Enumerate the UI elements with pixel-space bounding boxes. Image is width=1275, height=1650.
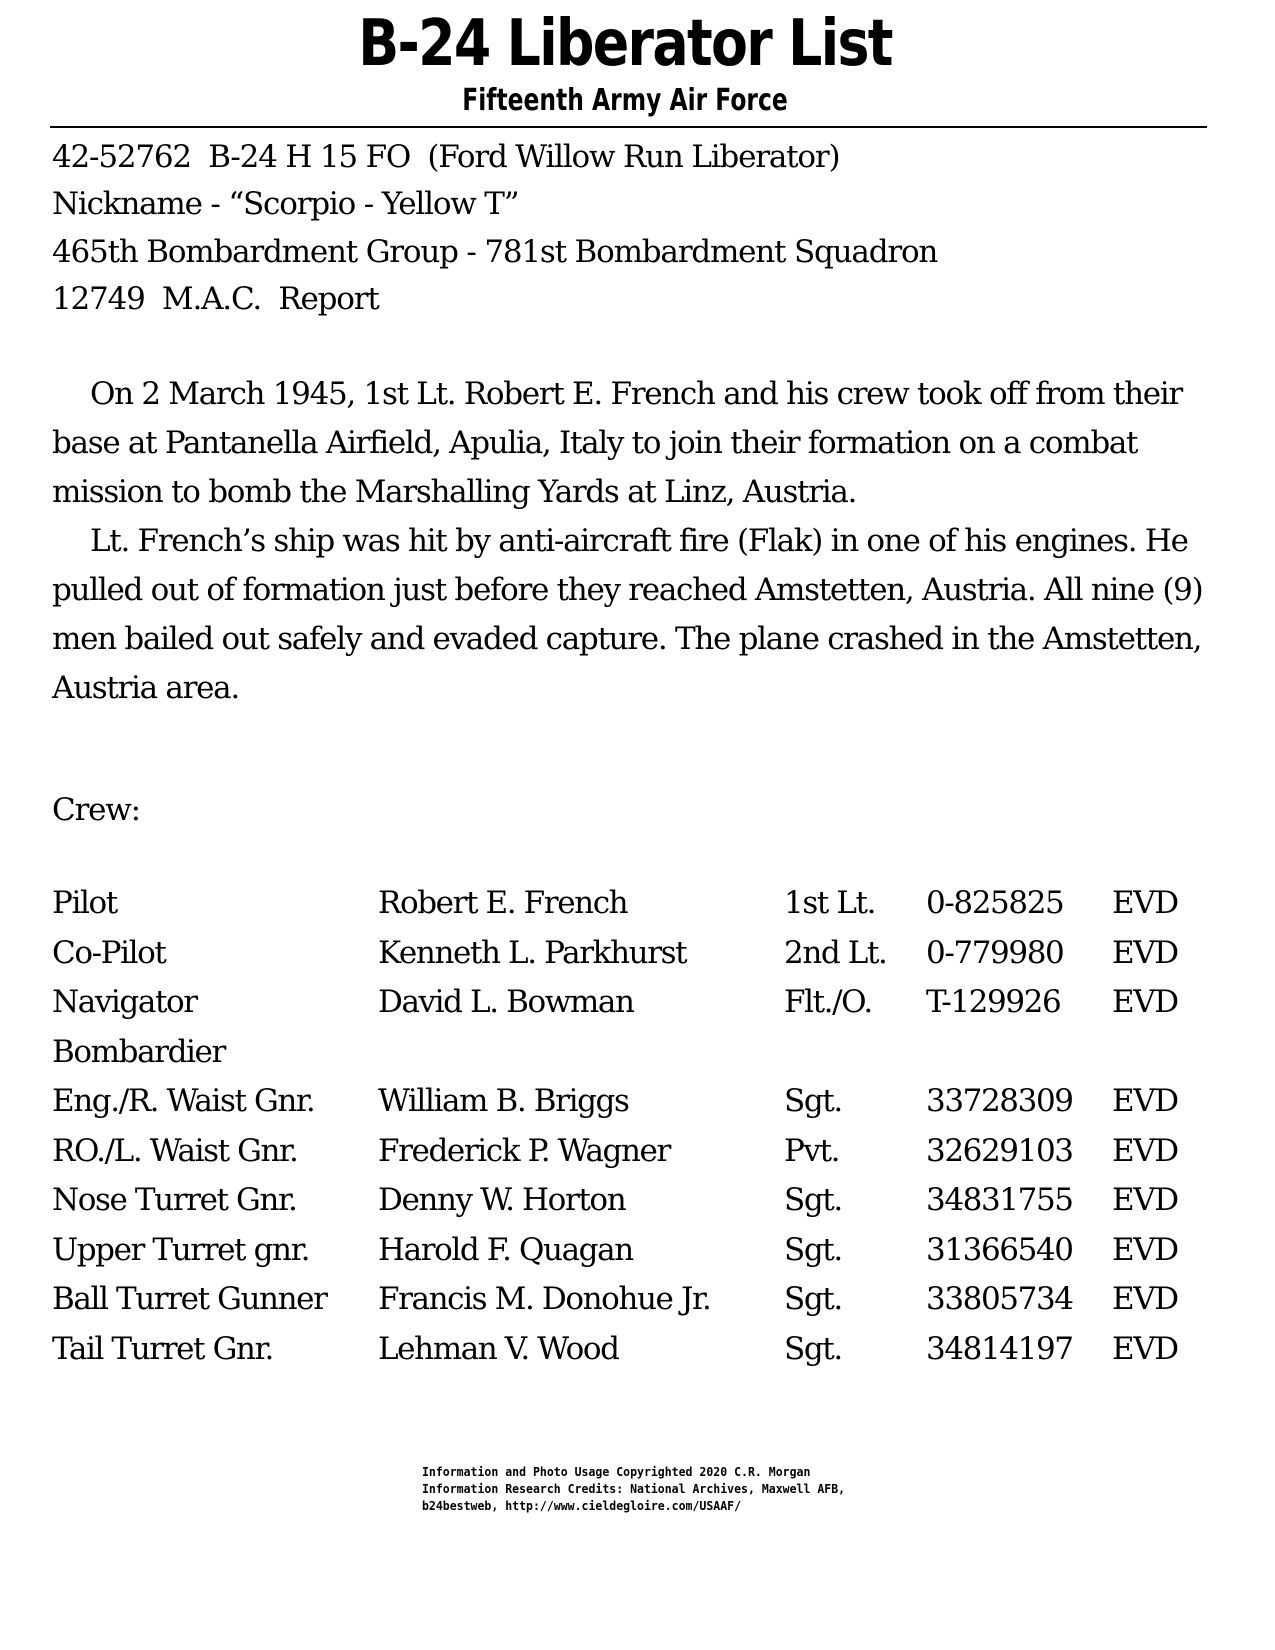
crew-status: EVD <box>1112 934 1178 971</box>
crew-name: Frederick P. Wagner <box>378 1132 670 1169</box>
crew-row <box>52 1133 1242 1183</box>
crew-name: William B. Briggs <box>378 1083 629 1119</box>
crew-rank: Pvt. <box>784 1132 840 1169</box>
crew-position: Bombardier <box>52 1033 225 1070</box>
crew-position: Co-Pilot <box>52 934 166 971</box>
crew-rank: Sgt. <box>784 1231 842 1268</box>
crew-name: Francis M. Donohue Jr. <box>378 1281 711 1317</box>
crew-position: RO./L. Waist Gnr. <box>52 1132 298 1169</box>
crew-status: EVD <box>1112 1281 1178 1317</box>
crew-serial: 33728309 <box>926 1083 1073 1119</box>
aircraft-serial-line: 42-52762 B-24 H 15 FO (Ford Willow Run Liberator) <box>52 139 840 175</box>
crew-rank: Sgt. <box>784 1083 842 1119</box>
page-title: B-24 Liberator List <box>358 7 892 81</box>
narrative-paragraph-2: Lt. French’s ship was hit by anti-aircraft fire (Flak) in one of his engines. He pulled out of formation just before they reached Amstetten, Austria. All nine (9) men bailed out safely and evaded capture. The plane crashed in the Amstetten, Austria area. <box>52 523 1203 706</box>
footer-copyright-line: Information and Photo Usage Copyrighted 2020 C.R. Morgan <box>422 1465 811 1479</box>
crew-position: Navigator <box>52 984 197 1020</box>
crew-row <box>52 1331 1242 1381</box>
crew-name: Lehman V. Wood <box>378 1330 619 1367</box>
crew-rank: Sgt. <box>784 1182 842 1218</box>
crew-serial: 31366540 <box>926 1231 1073 1268</box>
crew-serial: 0-779980 <box>926 934 1064 971</box>
crew-row <box>52 935 1242 985</box>
crew-status: EVD <box>1112 1182 1178 1218</box>
footer-sources-line: b24bestweb, http://www.cieldegloire.com/USAAF/ <box>422 1499 742 1513</box>
crew-serial: 34831755 <box>926 1182 1073 1218</box>
crew-serial: 34814197 <box>926 1330 1073 1367</box>
aircraft-report-line: 12749 M.A.C. Report <box>52 281 379 317</box>
crew-rank: Flt./O. <box>784 984 872 1020</box>
crew-row <box>52 1182 1242 1232</box>
crew-serial: 0-825825 <box>926 885 1064 921</box>
crew-status: EVD <box>1112 1132 1178 1169</box>
crew-position: Pilot <box>52 885 117 921</box>
crew-serial: 32629103 <box>926 1132 1073 1169</box>
crew-position: Tail Turret Gnr. <box>52 1330 273 1367</box>
crew-status: EVD <box>1112 1231 1178 1268</box>
crew-rank: Sgt. <box>784 1330 842 1367</box>
crew-name: Denny W. Horton <box>378 1182 626 1218</box>
copyright-footer <box>422 1464 845 1515</box>
crew-name: Kenneth L. Parkhurst <box>378 934 687 971</box>
crew-position: Ball Turret Gunner <box>52 1281 327 1317</box>
crew-serial: 33805734 <box>926 1281 1073 1317</box>
crew-position: Eng./R. Waist Gnr. <box>52 1083 315 1119</box>
crew-name: David L. Bowman <box>378 984 634 1020</box>
page-subtitle: Fifteenth Army Air Force <box>462 83 788 118</box>
crew-row <box>52 885 1242 935</box>
crew-status: EVD <box>1112 1083 1178 1119</box>
crew-position: Nose Turret Gnr. <box>52 1182 297 1218</box>
crew-row <box>52 1232 1242 1282</box>
crew-row <box>52 1083 1242 1133</box>
crew-table <box>52 885 1242 1380</box>
crew-position: Upper Turret gnr. <box>52 1231 310 1268</box>
crew-status: EVD <box>1112 1330 1178 1367</box>
crew-name: Harold F. Quagan <box>378 1231 633 1268</box>
crew-status: EVD <box>1112 984 1178 1020</box>
crew-name: Robert E. French <box>378 885 628 921</box>
narrative-paragraph-1: On 2 March 1945, 1st Lt. Robert E. French and his crew took off from their base at Pantanella Airfield, Apulia, Italy to join their formation on a combat mission to bomb the Marshalling Yards at Linz, Austria. <box>52 376 1182 510</box>
crew-serial: T-129926 <box>926 984 1061 1020</box>
crew-rank: 1st Lt. <box>784 885 876 921</box>
crew-row <box>52 1281 1242 1331</box>
crew-rank: 2nd Lt. <box>784 934 887 971</box>
footer-credits-line: Information Research Credits: National Archives, Maxwell AFB, <box>422 1482 846 1496</box>
aircraft-unit-line: 465th Bombardment Group - 781st Bombardment Squadron <box>52 234 938 270</box>
crew-row <box>52 1034 1242 1084</box>
crew-row <box>52 984 1242 1034</box>
crew-rank: Sgt. <box>784 1281 842 1317</box>
title-divider <box>50 126 1207 128</box>
aircraft-nickname-line: Nickname - “Scorpio - Yellow T” <box>52 186 519 222</box>
crew-status: EVD <box>1112 885 1178 921</box>
crew-heading: Crew: <box>52 792 140 828</box>
